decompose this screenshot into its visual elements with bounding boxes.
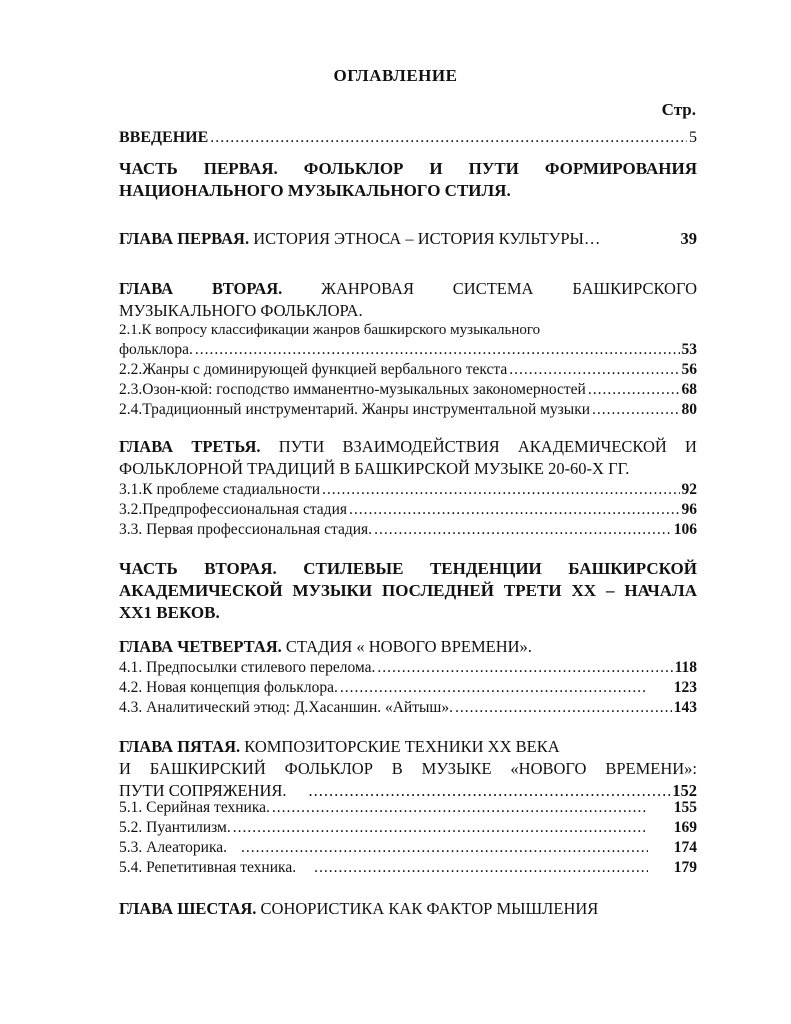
chapter-heading-3[interactable] (119, 436, 697, 480)
toc-entry-label: 2.4.Традиционный инструментарий. Жанры инструментальной музыки (119, 401, 591, 418)
chapter-heading-2[interactable] (119, 278, 697, 322)
leader-dots (210, 128, 687, 148)
toc-subentry[interactable] (119, 480, 697, 500)
toc-entry-page: 118 (674, 659, 697, 676)
toc-subentry[interactable] (119, 380, 697, 400)
chapter-lead: ГЛАВА ВТОРАЯ. (119, 279, 283, 298)
toc-subentry[interactable] (119, 818, 697, 838)
leader-dots (314, 858, 648, 878)
part-heading-2[interactable] (119, 558, 697, 624)
leader-dots (340, 678, 648, 698)
toc-entry-label: 3.2.Предпрофессиональная стадия (119, 501, 347, 518)
page-column-header: Стр. (661, 100, 696, 119)
toc-entry-label: 4.1. Предпосылки стилевого перелома. (119, 659, 376, 676)
toc-entry-label: 3.1.К проблеме стадиальности (119, 481, 321, 498)
toc-subentry[interactable] (119, 678, 697, 698)
toc-entry-page: 68 (681, 381, 697, 398)
leader-dots (588, 380, 680, 400)
leader-dots (349, 500, 680, 520)
leader-dots (272, 798, 648, 818)
toc-subentries-ch3 (119, 480, 697, 540)
leader-dots (322, 480, 679, 500)
toc-entry-label: ВВЕДЕНИЕ (119, 129, 209, 146)
toc-entry-page: 5 (689, 129, 697, 146)
chapter-lead: ГЛАВА ТРЕТЬЯ. (119, 437, 261, 456)
toc-entry-page: 92 (681, 481, 697, 498)
chapter-title: ПУТИ ВЗАИМОДЕЙСТВИЯ АКАДЕМИЧЕСКОЙ И (260, 437, 697, 456)
chapter-title-line: И БАШКИРСКИЙ ФОЛЬКЛОР В МУЗЫКЕ «НОВОГО ВРЕМЕНИ»: (119, 759, 697, 778)
toc-entry-page: 106 (673, 521, 697, 538)
toc-entry-page: 80 (681, 401, 697, 418)
toc-entry-label: 5.1. Серийная техника. (119, 799, 270, 816)
toc-subentries-ch5 (119, 798, 697, 878)
part-heading-line: ЧАСТЬ ПЕРВАЯ. ФОЛЬКЛОР И ПУТИ ФОРМИРОВАНИЯ (119, 159, 697, 178)
toc-subentry[interactable] (119, 858, 697, 878)
leader-dots (195, 340, 680, 360)
part-heading-line: ХХ1 ВЕКОВ. (119, 603, 220, 622)
toc-entry-page: 143 (673, 699, 697, 716)
toc-entry-label: 5.2. Пуантилизм. (119, 819, 231, 836)
leader-dots (241, 838, 648, 858)
toc-entry-page: 152 (672, 781, 697, 800)
leader-dots (509, 360, 679, 380)
toc-entry-label: 5.3. Алеаторика. (119, 839, 228, 856)
toc-entry-page: 174 (673, 839, 697, 856)
toc-subentry[interactable] (119, 658, 697, 678)
toc-entry-label: фольклора. (119, 341, 193, 358)
chapter-title: СТАДИЯ « НОВОГО ВРЕМЕНИ». (281, 637, 532, 656)
toc-entry-intro[interactable] (119, 128, 697, 148)
toc-entry-label: 5.4. Репетитивная техника. (119, 859, 297, 876)
toc-subentry[interactable] (119, 360, 697, 380)
toc-entry-label: 4.2. Новая концепция фольклора. (119, 679, 338, 696)
chapter-lead: ГЛАВА ПЕРВАЯ. (119, 229, 250, 248)
toc-subentry[interactable] (119, 520, 697, 540)
toc-entry-label: 4.3. Аналитический этюд: Д.Хасаншин. «Айтыш». (119, 699, 453, 716)
leader-dots (374, 520, 672, 540)
chapter-title-line: ФОЛЬКЛОРНОЙ ТРАДИЦИЙ В БАШКИРСКОЙ МУЗЫКЕ 20-60-Х ГГ. (119, 459, 630, 478)
chapter-lead: ГЛАВА ШЕСТАЯ. (119, 899, 257, 918)
leader-dots (592, 400, 679, 420)
chapter-title: КОМПОЗИТОРСКИЕ ТЕХНИКИ ХХ ВЕКА (240, 737, 560, 756)
toc-entry-page: 179 (673, 859, 697, 876)
toc-subentries-ch2 (119, 320, 697, 420)
chapter-title: ИСТОРИЯ ЭТНОСА – ИСТОРИЯ КУЛЬТУРЫ… (249, 229, 601, 248)
toc-subentry[interactable] (119, 698, 697, 718)
chapter-title: СОНОРИСТИКА КАК ФАКТОР МЫШЛЕНИЯ (256, 899, 599, 918)
toc-title: ОГЛАВЛЕНИЕ (333, 66, 458, 85)
chapter-lead: ГЛАВА ПЯТАЯ. (119, 737, 241, 756)
toc-subentry[interactable] (119, 340, 697, 360)
toc-entry-label: 3.3. Первая профессиональная стадия. (119, 521, 373, 538)
toc-subentries-ch4 (119, 658, 697, 718)
toc-subentry[interactable] (119, 400, 697, 420)
toc-entry-page: 56 (681, 361, 697, 378)
chapter-title: ЖАНРОВАЯ СИСТЕМА БАШКИРСКОГО (321, 279, 698, 298)
toc-entry-label: 2.3.Озон-кюй: господство имманентно-музыкальных закономерностей (119, 381, 586, 398)
part-heading-line: АКАДЕМИЧЕСКОЙ МУЗЫКИ ПОСЛЕДНЕЙ ТРЕТИ ХХ – НАЧАЛА (119, 581, 697, 600)
chapter-heading-5[interactable] (119, 736, 697, 802)
toc-entry-page: 39 (680, 229, 697, 248)
part-heading-line: ЧАСТЬ ВТОРАЯ. СТИЛЕВЫЕ ТЕНДЕНЦИИ БАШКИРСКОЙ (119, 559, 697, 578)
toc-subentry-text: 2.1.К вопросу классификации жанров башкирского музыкального (119, 322, 541, 338)
toc-subentry[interactable] (119, 500, 697, 520)
part-heading-1[interactable] (119, 158, 697, 202)
chapter-title-line: МУЗЫКАЛЬНОГО ФОЛЬКЛОРА. (119, 301, 363, 320)
toc-entry-page: 96 (681, 501, 697, 518)
chapter-heading-4[interactable] (119, 636, 697, 658)
toc-entry-page: 53 (681, 341, 697, 358)
toc-subentry[interactable] (119, 838, 697, 858)
leader-dots (233, 818, 648, 838)
chapter-lead: ГЛАВА ЧЕТВЕРТАЯ. (119, 637, 282, 656)
leader-dots (455, 698, 672, 718)
toc-entry-page: 155 (673, 799, 697, 816)
chapter-heading-6[interactable] (119, 898, 697, 920)
leader-dots (377, 658, 672, 678)
toc-entry-page: 123 (673, 679, 697, 696)
toc-entry-page: 169 (673, 819, 697, 836)
toc-entry-label: 2.2.Жанры с доминирующей функцией вербального текста (119, 361, 508, 378)
toc-entry-chapter-1[interactable] (119, 228, 697, 250)
chapter-title-line: ПУТИ СОПРЯЖЕНИЯ. (119, 781, 287, 800)
toc-subentry[interactable] (119, 798, 697, 818)
part-heading-line: НАЦИОНАЛЬНОГО МУЗЫКАЛЬНОГО СТИЛЯ. (119, 181, 511, 200)
